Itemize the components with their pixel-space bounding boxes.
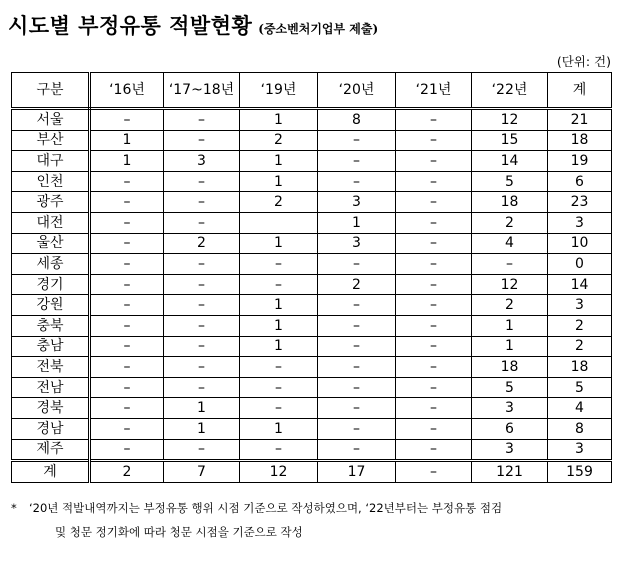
total-label-cell: 계 [12, 461, 90, 483]
count-cell: 2 [548, 336, 612, 357]
title-source: (중소벤처기업부 제출) [258, 22, 379, 36]
region-cell: 전남 [12, 377, 90, 398]
count-cell: – [90, 439, 164, 461]
count-cell: – [396, 254, 472, 275]
count-cell: – [90, 192, 164, 213]
count-cell: – [318, 254, 396, 275]
count-cell: – [90, 254, 164, 275]
table-row [12, 151, 612, 172]
count-cell: – [240, 439, 318, 461]
count-cell: – [318, 377, 396, 398]
count-cell: – [240, 357, 318, 378]
count-cell: – [240, 254, 318, 275]
total-row [12, 461, 612, 483]
region-cell: 강원 [12, 295, 90, 316]
region-cell: 경남 [12, 418, 90, 439]
region-cell: 충북 [12, 315, 90, 336]
total-cell: 12 [240, 461, 318, 483]
table-row [12, 315, 612, 336]
table-body [12, 109, 612, 483]
count-cell: – [318, 151, 396, 172]
region-cell: 세종 [12, 254, 90, 275]
count-cell: 5 [472, 171, 548, 192]
count-cell: – [164, 357, 240, 378]
count-cell: – [164, 336, 240, 357]
title-main: 시도별 부정유통 적발현황 [8, 13, 253, 38]
count-cell: 23 [548, 192, 612, 213]
count-cell: – [396, 418, 472, 439]
table-row [12, 171, 612, 192]
count-cell: – [164, 254, 240, 275]
count-cell: 6 [548, 171, 612, 192]
count-cell: – [396, 233, 472, 254]
count-cell: – [396, 336, 472, 357]
count-cell: – [396, 274, 472, 295]
count-cell: 1 [318, 212, 396, 233]
count-cell: 18 [548, 357, 612, 378]
count-cell: 2 [472, 212, 548, 233]
count-cell: – [240, 274, 318, 295]
count-cell: – [90, 336, 164, 357]
count-cell: – [396, 398, 472, 419]
total-cell: 121 [472, 461, 548, 483]
total-cell: 2 [90, 461, 164, 483]
column-header: 계 [548, 73, 612, 109]
count-cell: – [396, 171, 472, 192]
count-cell: 2 [164, 233, 240, 254]
region-cell: 부산 [12, 130, 90, 151]
count-cell: 1 [90, 130, 164, 151]
count-cell: 14 [548, 274, 612, 295]
count-cell: 12 [472, 274, 548, 295]
count-cell: – [318, 357, 396, 378]
count-cell: 15 [472, 130, 548, 151]
count-cell: – [90, 418, 164, 439]
count-cell: 1 [240, 315, 318, 336]
count-cell: – [318, 336, 396, 357]
count-cell: 1 [472, 315, 548, 336]
table-row [12, 336, 612, 357]
count-cell: 6 [472, 418, 548, 439]
count-cell: 3 [164, 151, 240, 172]
count-cell: – [90, 212, 164, 233]
count-cell: 3 [472, 439, 548, 461]
region-cell: 경북 [12, 398, 90, 419]
column-header: 구분 [12, 73, 90, 109]
region-cell: 광주 [12, 192, 90, 213]
region-cell: 서울 [12, 109, 90, 131]
count-cell: – [318, 398, 396, 419]
count-cell: – [164, 171, 240, 192]
total-cell: – [396, 461, 472, 483]
count-cell: – [396, 212, 472, 233]
count-cell: – [240, 398, 318, 419]
count-cell: 2 [240, 130, 318, 151]
count-cell: 1 [90, 151, 164, 172]
count-cell: – [90, 109, 164, 131]
table-header [12, 73, 612, 109]
count-cell: – [164, 109, 240, 131]
count-cell: – [396, 295, 472, 316]
column-header: ‘16년 [90, 73, 164, 109]
count-cell: 5 [472, 377, 548, 398]
count-cell: 3 [472, 398, 548, 419]
count-cell: – [318, 295, 396, 316]
region-cell: 충남 [12, 336, 90, 357]
count-cell: – [396, 357, 472, 378]
column-header: ‘22년 [472, 73, 548, 109]
column-header: ‘17~18년 [164, 73, 240, 109]
table-row [12, 109, 612, 131]
count-cell: – [164, 439, 240, 461]
count-cell: 1 [240, 295, 318, 316]
unit-label: (단위: 건) [556, 54, 611, 69]
count-cell: 5 [548, 377, 612, 398]
footnote [11, 496, 617, 544]
table-row [12, 357, 612, 378]
count-cell: – [90, 295, 164, 316]
count-cell: – [472, 254, 548, 275]
count-cell: 10 [548, 233, 612, 254]
count-cell: – [240, 377, 318, 398]
count-cell: 8 [548, 418, 612, 439]
count-cell: 8 [318, 109, 396, 131]
table-row [12, 418, 612, 439]
table-row [12, 398, 612, 419]
count-cell: 1 [472, 336, 548, 357]
count-cell: 1 [240, 336, 318, 357]
region-cell: 전북 [12, 357, 90, 378]
enforcement-table [11, 72, 612, 483]
column-header: ‘19년 [240, 73, 318, 109]
count-cell: 1 [240, 171, 318, 192]
count-cell: – [318, 171, 396, 192]
table-row [12, 254, 612, 275]
region-cell: 대구 [12, 151, 90, 172]
count-cell: – [164, 192, 240, 213]
region-cell: 대전 [12, 212, 90, 233]
table-row [12, 233, 612, 254]
count-cell: – [396, 151, 472, 172]
count-cell: 3 [548, 212, 612, 233]
table-row [12, 377, 612, 398]
footnote-mark: * [11, 501, 17, 515]
count-cell: 2 [472, 295, 548, 316]
count-cell: – [90, 315, 164, 336]
count-cell: – [318, 130, 396, 151]
count-cell: – [396, 130, 472, 151]
total-cell: 17 [318, 461, 396, 483]
count-cell: 1 [164, 418, 240, 439]
count-cell: – [164, 212, 240, 233]
count-cell: – [396, 315, 472, 336]
count-cell: – [90, 377, 164, 398]
count-cell: – [396, 109, 472, 131]
count-cell [240, 212, 318, 233]
table-row [12, 439, 612, 461]
region-cell: 제주 [12, 439, 90, 461]
column-header: ‘20년 [318, 73, 396, 109]
count-cell: – [90, 274, 164, 295]
count-cell: 2 [318, 274, 396, 295]
count-cell: 18 [472, 192, 548, 213]
count-cell: 21 [548, 109, 612, 131]
document-title [8, 10, 378, 40]
count-cell: 0 [548, 254, 612, 275]
count-cell: – [164, 130, 240, 151]
count-cell: – [396, 377, 472, 398]
count-cell: – [318, 418, 396, 439]
table-row [12, 274, 612, 295]
region-cell: 경기 [12, 274, 90, 295]
table-row [12, 295, 612, 316]
count-cell: 19 [548, 151, 612, 172]
count-cell: 4 [548, 398, 612, 419]
count-cell: 3 [318, 192, 396, 213]
region-cell: 울산 [12, 233, 90, 254]
count-cell: 1 [240, 233, 318, 254]
count-cell: 2 [240, 192, 318, 213]
count-cell: – [164, 377, 240, 398]
count-cell: 12 [472, 109, 548, 131]
count-cell: 1 [240, 109, 318, 131]
count-cell: – [318, 315, 396, 336]
count-cell: 1 [164, 398, 240, 419]
count-cell: – [90, 398, 164, 419]
table-row [12, 130, 612, 151]
count-cell: 1 [240, 418, 318, 439]
count-cell: 1 [240, 151, 318, 172]
count-cell: 3 [318, 233, 396, 254]
count-cell: 2 [548, 315, 612, 336]
column-header: ‘21년 [396, 73, 472, 109]
total-cell: 7 [164, 461, 240, 483]
count-cell: 18 [548, 130, 612, 151]
count-cell: – [90, 357, 164, 378]
count-cell: – [164, 274, 240, 295]
region-cell: 인천 [12, 171, 90, 192]
count-cell: – [396, 439, 472, 461]
count-cell: – [318, 439, 396, 461]
count-cell: – [164, 315, 240, 336]
total-cell: 159 [548, 461, 612, 483]
count-cell: 3 [548, 439, 612, 461]
table-row [12, 192, 612, 213]
table-row [12, 212, 612, 233]
count-cell: 14 [472, 151, 548, 172]
footnote-line-1: ‘20년 적발내역까지는 부정유통 행위 시점 기준으로 작성하였으며, ‘22년부터는 부정유통 점검 [29, 501, 503, 515]
footnote-line-2: 및 청문 정기화에 따라 청문 시점을 기준으로 작성 [55, 525, 303, 539]
count-cell: – [90, 233, 164, 254]
count-cell: – [90, 171, 164, 192]
count-cell: 3 [548, 295, 612, 316]
count-cell: 18 [472, 357, 548, 378]
count-cell: – [164, 295, 240, 316]
count-cell: – [396, 192, 472, 213]
count-cell: 4 [472, 233, 548, 254]
